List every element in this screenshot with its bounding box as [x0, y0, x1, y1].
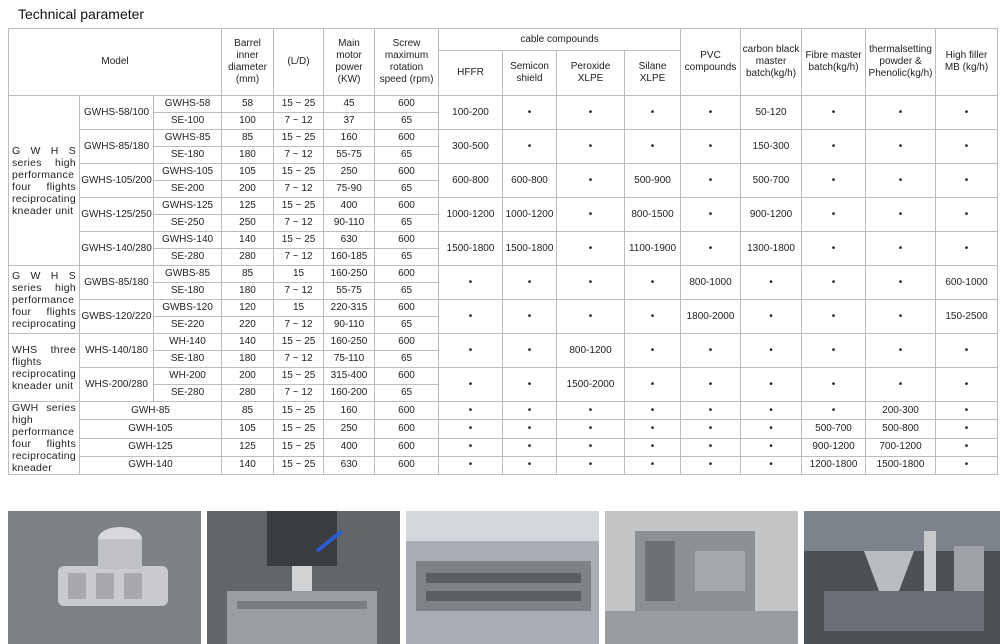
table-row: [9, 300, 998, 317]
barrel-diameter-cell: 58: [222, 96, 274, 113]
barrel-diameter-cell: 200: [222, 181, 274, 198]
motor-power-cell: 315-400: [324, 368, 375, 385]
capacity-thermoset: •: [866, 300, 936, 334]
capacity-peroxide: •: [557, 456, 625, 474]
ld-cell: 15 ~ 25: [274, 232, 324, 249]
capacity-thermoset: 200-300: [866, 402, 936, 420]
capacity-thermoset: •: [866, 266, 936, 300]
capacity-carbon: 150-300: [741, 130, 802, 164]
motor-power-cell: 220-315: [324, 300, 375, 317]
capacity-carbon: 1300-1800: [741, 232, 802, 266]
motor-power-cell: 75-90: [324, 181, 375, 198]
model-cell: GWHS-140: [154, 232, 222, 249]
capacity-carbon: •: [741, 300, 802, 334]
header-model: Model: [9, 29, 222, 96]
motor-power-cell: 90-110: [324, 215, 375, 232]
capacity-filler: 600-1000: [936, 266, 998, 300]
capacity-filler: •: [936, 368, 998, 402]
table-row: [9, 420, 998, 438]
capacity-semicon: •: [503, 420, 557, 438]
capacity-peroxide: •: [557, 130, 625, 164]
rpm-cell: 65: [375, 351, 439, 368]
model-cell: SE-180: [154, 351, 222, 368]
model-cell: SE-180: [154, 147, 222, 164]
capacity-peroxide: •: [557, 164, 625, 198]
ld-cell: 15 ~ 25: [274, 402, 324, 420]
barrel-diameter-cell: 220: [222, 317, 274, 334]
rpm-cell: 600: [375, 438, 439, 456]
capacity-hffr: •: [439, 402, 503, 420]
cnc-machining-photo: [207, 511, 400, 644]
rpm-cell: 600: [375, 164, 439, 181]
header-semicon: Semicon shield: [503, 51, 557, 96]
capacity-semicon: •: [503, 456, 557, 474]
capacity-silane: •: [625, 266, 681, 300]
capacity-silane: •: [625, 402, 681, 420]
capacity-hffr: •: [439, 438, 503, 456]
ld-cell: 15 ~ 25: [274, 96, 324, 113]
capacity-hffr: •: [439, 456, 503, 474]
barrel-diameter-cell: 180: [222, 283, 274, 300]
capacity-fibre: •: [802, 368, 866, 402]
capacity-hffr: •: [439, 368, 503, 402]
capacity-filler: •: [936, 420, 998, 438]
capacity-fibre: 1200-1800: [802, 456, 866, 474]
motor-power-cell: 160: [324, 402, 375, 420]
motor-power-cell: 400: [324, 198, 375, 215]
ld-cell: 15: [274, 300, 324, 317]
model-cell: GWHS-125: [154, 198, 222, 215]
motor-power-cell: 160-185: [324, 249, 375, 266]
capacity-thermoset: 700-1200: [866, 438, 936, 456]
capacity-peroxide: •: [557, 96, 625, 130]
capacity-thermoset: 1500-1800: [866, 456, 936, 474]
rpm-cell: 600: [375, 266, 439, 283]
table-row: [9, 456, 998, 474]
capacity-carbon: •: [741, 420, 802, 438]
header-carbon: carbon black master batch(kg/h): [741, 29, 802, 96]
model-cell: GWH-125: [80, 438, 222, 456]
capacity-thermoset: •: [866, 198, 936, 232]
header-silane: Silane XLPE: [625, 51, 681, 96]
ld-cell: 7 ~ 12: [274, 317, 324, 334]
model-cell: GWH-105: [80, 420, 222, 438]
motor-power-cell: 160-250: [324, 334, 375, 351]
product-photo-strip: [8, 511, 1000, 644]
rpm-cell: 65: [375, 385, 439, 402]
barrel-diameter-cell: 200: [222, 368, 274, 385]
barrel-diameter-cell: 120: [222, 300, 274, 317]
capacity-thermoset: •: [866, 232, 936, 266]
header-ld: (L/D): [274, 29, 324, 96]
barrel-diameter-cell: 140: [222, 232, 274, 249]
header-fibre: Fibre master batch(kg/h): [802, 29, 866, 96]
capacity-pvc: •: [681, 402, 741, 420]
rpm-cell: 600: [375, 96, 439, 113]
unit-model: GWHS-58/100: [80, 96, 154, 130]
model-cell: GWBS-85: [154, 266, 222, 283]
capacity-semicon: •: [503, 438, 557, 456]
capacity-carbon: •: [741, 438, 802, 456]
capacity-peroxide: 1500-2000: [557, 368, 625, 402]
motor-power-cell: 160: [324, 130, 375, 147]
capacity-silane: •: [625, 420, 681, 438]
capacity-semicon: 600-800: [503, 164, 557, 198]
model-cell: SE-200: [154, 181, 222, 198]
capacity-hffr: •: [439, 300, 503, 334]
page-title: Technical parameter: [18, 6, 145, 22]
capacity-peroxide: •: [557, 402, 625, 420]
barrel-open-photo: [406, 511, 599, 644]
capacity-carbon: 50-120: [741, 96, 802, 130]
motor-power-cell: 37: [324, 113, 375, 130]
capacity-filler: •: [936, 198, 998, 232]
rpm-cell: 65: [375, 283, 439, 300]
motor-power-cell: 160-200: [324, 385, 375, 402]
model-cell: WH-200: [154, 368, 222, 385]
capacity-thermoset: •: [866, 130, 936, 164]
motor-power-cell: 55-75: [324, 283, 375, 300]
model-cell: SE-250: [154, 215, 222, 232]
capacity-fibre: 900-1200: [802, 438, 866, 456]
capacity-peroxide: •: [557, 232, 625, 266]
unit-model: GWHS-105/200: [80, 164, 154, 198]
capacity-silane: •: [625, 438, 681, 456]
barrel-diameter-cell: 85: [222, 266, 274, 283]
header-pvc: PVC compounds: [681, 29, 741, 96]
ld-cell: 15 ~ 25: [274, 420, 324, 438]
ld-cell: 15 ~ 25: [274, 368, 324, 385]
header-barrel: Barrel inner diameter (mm): [222, 29, 274, 96]
capacity-thermoset: •: [866, 96, 936, 130]
ld-cell: 7 ~ 12: [274, 181, 324, 198]
barrel-diameter-cell: 250: [222, 215, 274, 232]
capacity-pvc: •: [681, 164, 741, 198]
model-cell: SE-280: [154, 249, 222, 266]
capacity-silane: •: [625, 300, 681, 334]
rpm-cell: 65: [375, 113, 439, 130]
capacity-fibre: 500-700: [802, 420, 866, 438]
motor-power-cell: 160-250: [324, 266, 375, 283]
capacity-pvc: •: [681, 420, 741, 438]
capacity-semicon: •: [503, 334, 557, 368]
capacity-peroxide: •: [557, 198, 625, 232]
header-screw-speed: Screw maximum rotation speed (rpm): [375, 29, 439, 96]
capacity-hffr: 600-800: [439, 164, 503, 198]
capacity-thermoset: •: [866, 334, 936, 368]
ld-cell: 7 ~ 12: [274, 147, 324, 164]
capacity-silane: •: [625, 456, 681, 474]
table-row: [9, 402, 998, 420]
barrel-diameter-cell: 125: [222, 198, 274, 215]
barrel-diameter-cell: 280: [222, 249, 274, 266]
barrel-diameter-cell: 280: [222, 385, 274, 402]
capacity-filler: •: [936, 130, 998, 164]
capacity-semicon: 1500-1800: [503, 232, 557, 266]
capacity-silane: •: [625, 130, 681, 164]
barrel-diameter-cell: 85: [222, 130, 274, 147]
ld-cell: 7 ~ 12: [274, 283, 324, 300]
capacity-silane: 500-900: [625, 164, 681, 198]
unit-model: GWBS-85/180: [80, 266, 154, 300]
rpm-cell: 600: [375, 232, 439, 249]
model-cell: GWHS-105: [154, 164, 222, 181]
ld-cell: 15 ~ 25: [274, 438, 324, 456]
model-cell: SE-180: [154, 283, 222, 300]
table-row: [9, 130, 998, 147]
rpm-cell: 65: [375, 147, 439, 164]
capacity-fibre: •: [802, 402, 866, 420]
motor-power-cell: 250: [324, 164, 375, 181]
capacity-semicon: •: [503, 368, 557, 402]
capacity-peroxide: •: [557, 420, 625, 438]
ld-cell: 7 ~ 12: [274, 113, 324, 130]
table-row: [9, 368, 998, 385]
header-cable-compounds: cable compounds: [439, 29, 681, 51]
rpm-cell: 65: [375, 249, 439, 266]
header-peroxide: Peroxide XLPE: [557, 51, 625, 96]
unit-model: WHS-140/180: [80, 334, 154, 368]
capacity-carbon: 500-700: [741, 164, 802, 198]
capacity-semicon: •: [503, 300, 557, 334]
capacity-hffr: 100-200: [439, 96, 503, 130]
rpm-cell: 65: [375, 215, 439, 232]
ld-cell: 7 ~ 12: [274, 249, 324, 266]
capacity-carbon: 900-1200: [741, 198, 802, 232]
table-row: [9, 438, 998, 456]
capacity-semicon: •: [503, 96, 557, 130]
model-cell: GWH-85: [80, 402, 222, 420]
table-row: [9, 232, 998, 249]
barrel-diameter-cell: 140: [222, 456, 274, 474]
factory-floor-photo: [804, 511, 1000, 644]
capacity-thermoset: •: [866, 368, 936, 402]
capacity-carbon: •: [741, 266, 802, 300]
barrel-diameter-cell: 180: [222, 351, 274, 368]
rpm-cell: 600: [375, 334, 439, 351]
barrel-diameter-cell: 105: [222, 420, 274, 438]
capacity-fibre: •: [802, 300, 866, 334]
ld-cell: 15 ~ 25: [274, 130, 324, 147]
capacity-thermoset: 500-800: [866, 420, 936, 438]
table-row: [9, 334, 998, 351]
capacity-peroxide: •: [557, 300, 625, 334]
capacity-filler: •: [936, 164, 998, 198]
capacity-fibre: •: [802, 198, 866, 232]
capacity-filler: •: [936, 334, 998, 368]
unit-model: GWHS-125/250: [80, 198, 154, 232]
rpm-cell: 600: [375, 130, 439, 147]
capacity-hffr: •: [439, 334, 503, 368]
header-thermoset: thermalsetting powder & Phenolic(kg/h): [866, 29, 936, 96]
capacity-thermoset: •: [866, 164, 936, 198]
ld-cell: 15: [274, 266, 324, 283]
capacity-hffr: •: [439, 266, 503, 300]
model-cell: GWH-140: [80, 456, 222, 474]
barrel-diameter-cell: 180: [222, 147, 274, 164]
capacity-fibre: •: [802, 164, 866, 198]
capacity-hffr: •: [439, 420, 503, 438]
barrel-diameter-cell: 140: [222, 334, 274, 351]
capacity-pvc: 800-1000: [681, 266, 741, 300]
rpm-cell: 600: [375, 300, 439, 317]
capacity-carbon: •: [741, 334, 802, 368]
table-row: [9, 164, 998, 181]
capacity-pvc: •: [681, 456, 741, 474]
unit-model: GWHS-140/280: [80, 232, 154, 266]
table-row: [9, 96, 998, 113]
ld-cell: 15 ~ 25: [274, 198, 324, 215]
capacity-filler: •: [936, 456, 998, 474]
capacity-silane: •: [625, 96, 681, 130]
model-cell: SE-280: [154, 385, 222, 402]
capacity-silane: 1100-1900: [625, 232, 681, 266]
capacity-filler: •: [936, 232, 998, 266]
motor-power-cell: 250: [324, 420, 375, 438]
rpm-cell: 65: [375, 181, 439, 198]
barrel-diameter-cell: 85: [222, 402, 274, 420]
capacity-carbon: •: [741, 368, 802, 402]
capacity-silane: •: [625, 368, 681, 402]
model-cell: SE-220: [154, 317, 222, 334]
capacity-semicon: •: [503, 266, 557, 300]
table-row: [9, 266, 998, 283]
motor-power-cell: 630: [324, 456, 375, 474]
motor-power-cell: 90-110: [324, 317, 375, 334]
capacity-pvc: •: [681, 232, 741, 266]
capacity-fibre: •: [802, 334, 866, 368]
capacity-carbon: •: [741, 402, 802, 420]
technical-parameter-table: [8, 28, 998, 475]
header-hffr: HFFR: [439, 51, 503, 96]
model-cell: SE-100: [154, 113, 222, 130]
capacity-filler: •: [936, 402, 998, 420]
unit-model: GWBS-120/220: [80, 300, 154, 334]
capacity-fibre: •: [802, 232, 866, 266]
motor-power-cell: 400: [324, 438, 375, 456]
series-label: GWH series high performance four flights reciprocating kneader: [9, 402, 80, 475]
capacity-silane: •: [625, 334, 681, 368]
model-cell: GWBS-120: [154, 300, 222, 317]
series-label: G W H S series high performance four flights reciprocating: [9, 266, 80, 334]
rpm-cell: 600: [375, 402, 439, 420]
rpm-cell: 600: [375, 420, 439, 438]
header-filler: High filler MB (kg/h): [936, 29, 998, 96]
barrel-diameter-cell: 100: [222, 113, 274, 130]
capacity-fibre: •: [802, 266, 866, 300]
capacity-semicon: •: [503, 130, 557, 164]
rpm-cell: 65: [375, 317, 439, 334]
capacity-pvc: •: [681, 438, 741, 456]
capacity-filler: •: [936, 96, 998, 130]
motor-power-cell: 630: [324, 232, 375, 249]
series-label: G W H S series high performance four flights reciprocating kneader unit: [9, 96, 80, 266]
model-cell: GWHS-58: [154, 96, 222, 113]
ld-cell: 7 ~ 12: [274, 351, 324, 368]
capacity-silane: 800-1500: [625, 198, 681, 232]
rpm-cell: 600: [375, 456, 439, 474]
capacity-pvc: •: [681, 130, 741, 164]
motor-power-cell: 55-75: [324, 147, 375, 164]
capacity-filler: •: [936, 438, 998, 456]
model-cell: GWHS-85: [154, 130, 222, 147]
ld-cell: 15 ~ 25: [274, 164, 324, 181]
unit-model: GWHS-85/180: [80, 130, 154, 164]
capacity-semicon: 1000-1200: [503, 198, 557, 232]
ld-cell: 7 ~ 12: [274, 215, 324, 232]
capacity-fibre: •: [802, 96, 866, 130]
table-row: [9, 198, 998, 215]
series-label: WHS three flights reciprocating kneader unit: [9, 334, 80, 402]
barrel-diameter-cell: 105: [222, 164, 274, 181]
capacity-hffr: 300-500: [439, 130, 503, 164]
motor-power-cell: 45: [324, 96, 375, 113]
capacity-carbon: •: [741, 456, 802, 474]
extruder-line-photo: [605, 511, 798, 644]
capacity-hffr: 1000-1200: [439, 198, 503, 232]
model-cell: WH-140: [154, 334, 222, 351]
capacity-pvc: •: [681, 96, 741, 130]
capacity-semicon: •: [503, 402, 557, 420]
motor-power-cell: 75-110: [324, 351, 375, 368]
header-motor: Main motor power (KW): [324, 29, 375, 96]
capacity-pvc: •: [681, 334, 741, 368]
screw-elements-photo: [8, 511, 201, 644]
rpm-cell: 600: [375, 198, 439, 215]
barrel-diameter-cell: 125: [222, 438, 274, 456]
capacity-pvc: 1800-2000: [681, 300, 741, 334]
capacity-peroxide: •: [557, 266, 625, 300]
capacity-pvc: •: [681, 368, 741, 402]
capacity-peroxide: 800-1200: [557, 334, 625, 368]
rpm-cell: 600: [375, 368, 439, 385]
capacity-peroxide: •: [557, 438, 625, 456]
unit-model: WHS-200/280: [80, 368, 154, 402]
ld-cell: 15 ~ 25: [274, 456, 324, 474]
capacity-fibre: •: [802, 130, 866, 164]
capacity-pvc: •: [681, 198, 741, 232]
ld-cell: 15 ~ 25: [274, 334, 324, 351]
ld-cell: 7 ~ 12: [274, 385, 324, 402]
capacity-hffr: 1500-1800: [439, 232, 503, 266]
capacity-filler: 150-2500: [936, 300, 998, 334]
